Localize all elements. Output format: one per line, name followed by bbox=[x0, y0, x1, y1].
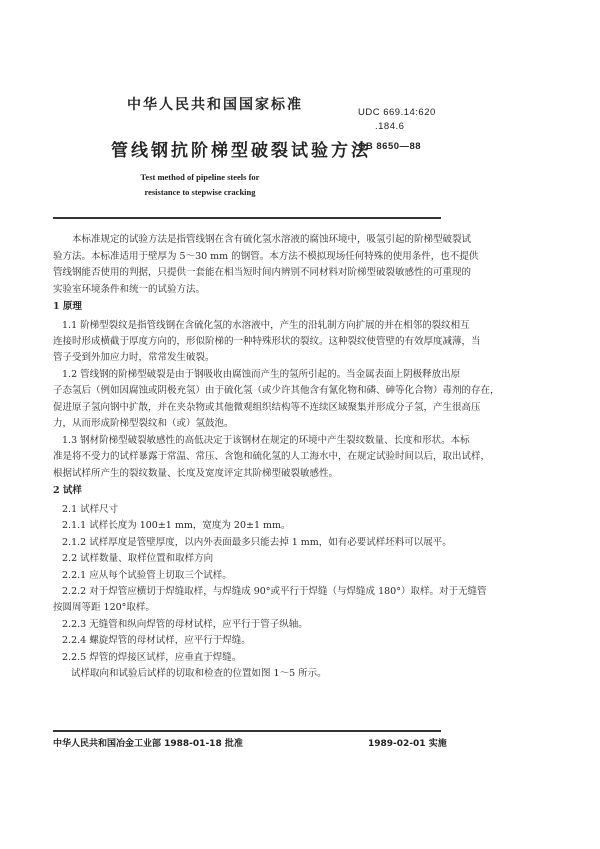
section-heading-specimen: 2 试样 bbox=[53, 485, 82, 496]
bottom-divider bbox=[53, 730, 441, 732]
section-heading-principle: 1 原理 bbox=[53, 301, 82, 312]
clause-2-2: 2.2 试样数量、取样位置和取样方向 bbox=[62, 553, 214, 564]
text-line: 管线钢能否使用的判据，只提供一套能在相当短时间内辨别不同材料对阶梯型破裂敏感性的可重现的 bbox=[53, 267, 472, 278]
gb-code: GB 8650—88 bbox=[358, 141, 422, 152]
national-standard-label: 中华人民共和国国家标准 bbox=[127, 97, 303, 113]
text-line: 本标准规定的试验方法是指管线钢在含有硫化氢水溶液的腐蚀环境中，吸氢引起的阶梯型破裂试 bbox=[72, 234, 472, 245]
text-line: 2.2.2 对于焊管应横切于焊缝取样，与焊缝成 90°或平行于焊缝（与焊缝成 180°）取样。对于无缝管 bbox=[62, 586, 487, 597]
text-line: 按圆周等距 120°取样。 bbox=[53, 602, 155, 613]
clause-2-2-5: 2.2.5 焊管的焊接区试样，应垂直于焊缝。 bbox=[62, 652, 242, 663]
text-line: 力，从而形成阶梯型裂纹和（或）氢鼓泡。 bbox=[53, 418, 234, 429]
clause-2-1-1: 2.1.1 试样长度为 100±1 mm，宽度为 20±1 mm。 bbox=[62, 520, 291, 531]
text-line: 实验室环境条件和统一的试验方法。 bbox=[53, 284, 206, 295]
text-line: 1.3 钢材阶梯型破裂敏感性的高低决定于该钢材在规定的环境中产生裂纹数量、长度和形状。本标 bbox=[62, 435, 470, 446]
udc-code-line2: .184.6 bbox=[375, 121, 405, 132]
clause-2-1-2: 2.1.2 试样厚度是管壁厚度，以内外表面最多只能去掉 1 mm，如有必要试样坯料可以展平。 bbox=[62, 537, 452, 548]
text-line: 根据试样所产生的裂纹数量、长度及宽度评定其阶梯型破裂敏感性。 bbox=[53, 468, 339, 479]
top-divider bbox=[53, 217, 441, 219]
english-title-line1: Test method of pipeline steels for bbox=[140, 172, 260, 182]
document-title: 管线钢抗阶梯型破裂试验方法 bbox=[111, 141, 371, 161]
clause-2-2-3: 2.2.3 无缝管和纵向焊管的母材试样，应平行于管子纵轴。 bbox=[62, 619, 308, 630]
text-line: 1.1 阶梯型裂纹是指管线钢在含硫化氢的水溶液中，产生的沿轧制方向扩展的并在相邻的裂纹相互 bbox=[62, 320, 470, 331]
text-line: 准是将不受力的试样暴露于常温、常压、含饱和硫化氢的人工海水中，在规定试验时间以后，取出试样， bbox=[53, 451, 491, 462]
english-title-line2: resistance to stepwise cracking bbox=[144, 187, 256, 197]
udc-code-line1: UDC 669.14:620 bbox=[358, 107, 436, 118]
effective-date: 1989-02-01 实施 bbox=[368, 739, 447, 749]
clause-2-2-1: 2.2.1 应从每个试验管上切取三个试样。 bbox=[62, 570, 232, 581]
approval-info: 中华人民共和国冶金工业部 1988-01-18 批准 bbox=[53, 739, 243, 749]
clause-2-1: 2.1 试样尺寸 bbox=[62, 504, 119, 515]
text-line: 连接时形成横截于厚度方向的，形似阶梯的一种特殊形状的裂纹。这种裂纹使管壁的有效厚度减薄，当 bbox=[53, 336, 481, 347]
text-line: 管子受到外加应力时，常常发生破裂。 bbox=[53, 352, 215, 363]
clause-2-2-4: 2.2.4 螺旋焊管的母材试样，应平行于焊缝。 bbox=[62, 635, 251, 646]
text-line: 验方法。本标准适用于壁厚为 5～30 mm 的钢管。本方法不模拟现场任何特殊的使用条件，也不提供 bbox=[53, 251, 479, 262]
text-line: 子态氢后（例如因腐蚀或阴极充氢）由于硫化氢（或少许其他含有氰化物和磷、砷等化合物）毒剂的存在， bbox=[53, 385, 500, 396]
text-line: 1.2 管线钢的阶梯型破裂是由于钢吸收由腐蚀而产生的氢所引起的。当金属表面上阴极释放出原 bbox=[62, 369, 461, 380]
text-line: 促进原子氢向钢中扩散，并在夹杂物或其他微观组织结构等不连续区域聚集并形成分子氢，产生很高压 bbox=[53, 402, 481, 413]
closing-note: 试样取向和试验后试样的切取和检查的位置如图 1～5 所示。 bbox=[71, 668, 327, 679]
